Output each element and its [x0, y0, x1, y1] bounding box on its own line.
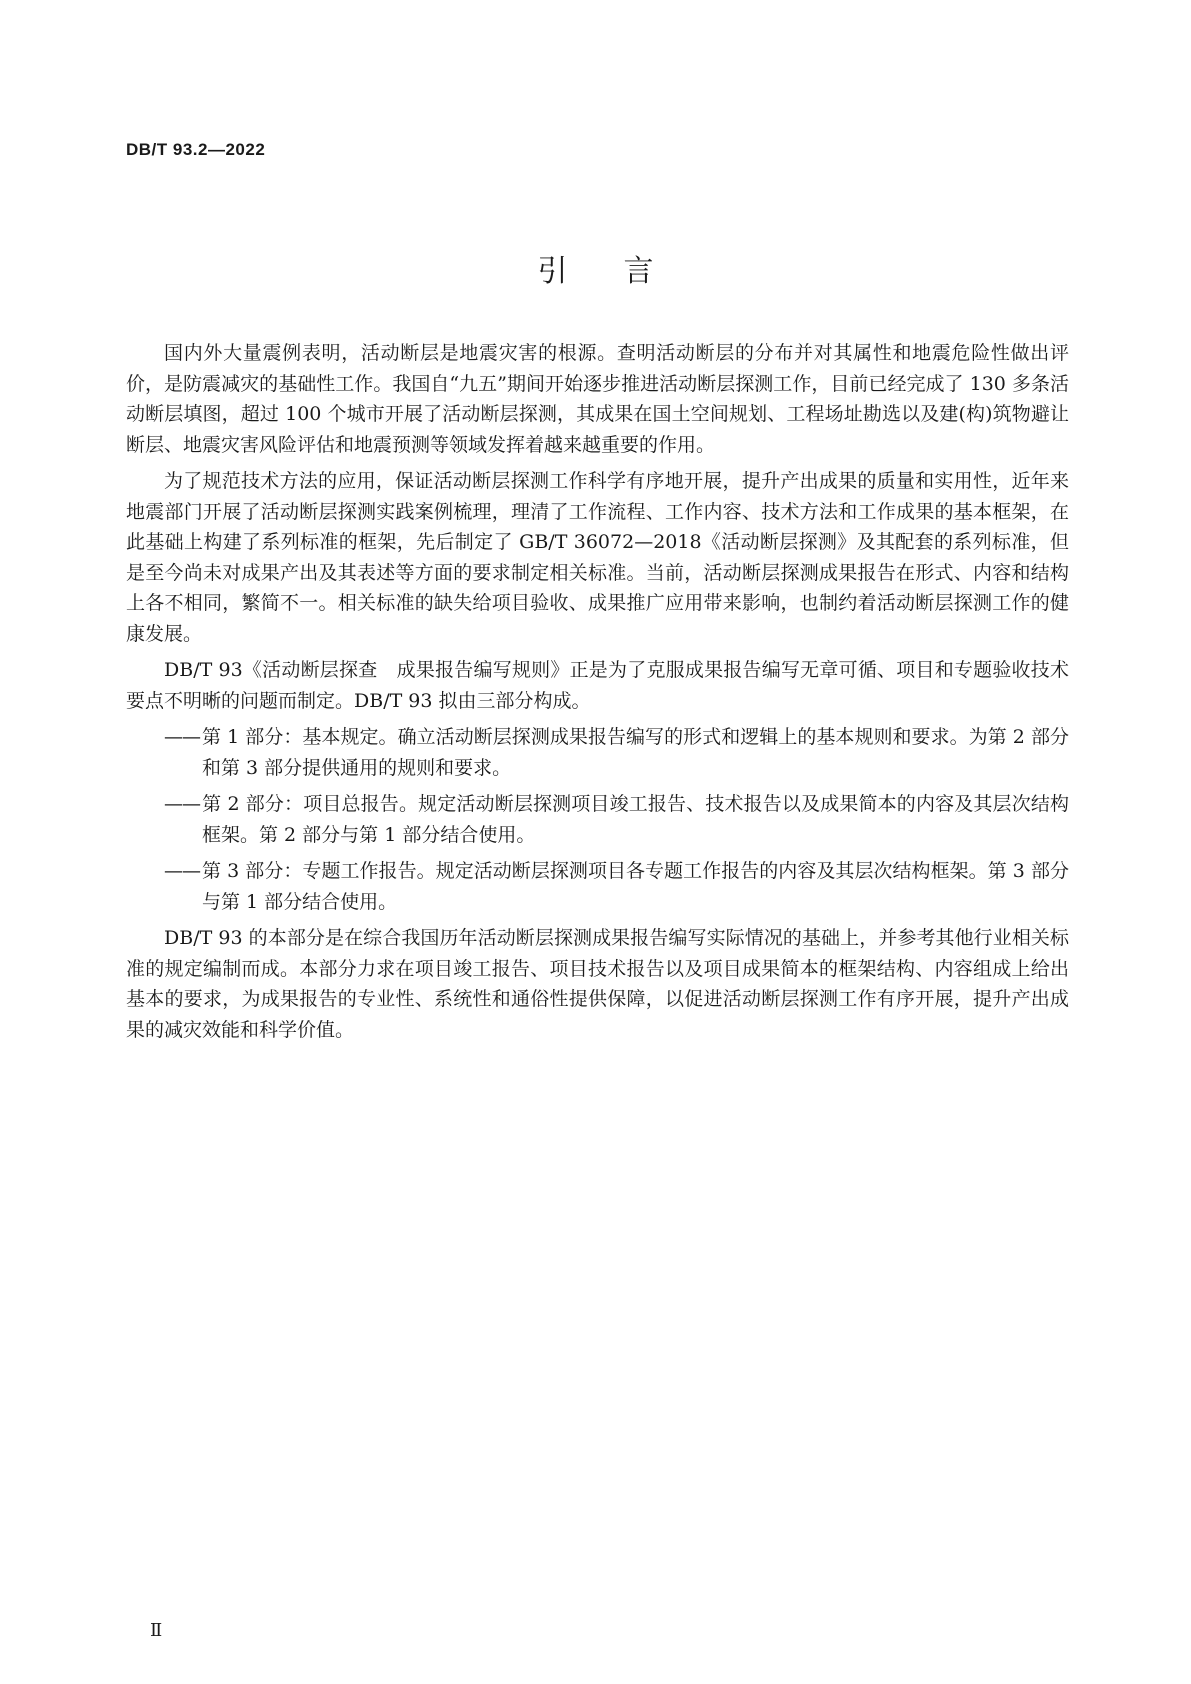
dash-marker: ——: [164, 860, 200, 882]
part-list-item-2: [126, 789, 1069, 850]
page-number: Ⅱ: [150, 1620, 163, 1641]
part-list-item-1: [126, 722, 1069, 783]
part-list-item-3: [126, 856, 1069, 917]
page-title: 引言: [537, 254, 710, 289]
part-2-text: 第 2 部分：项目总报告。规定活动断层探测项目竣工报告、技术报告以及成果简本的内容及其层次结构框架。第 2 部分与第 1 部分结合使用。: [202, 793, 1069, 846]
dash-marker: ——: [164, 793, 200, 815]
introduction-body: [126, 338, 1069, 1051]
paragraph-1: 国内外大量震例表明，活动断层是地震灾害的根源。查明活动断层的分布并对其属性和地震危险性做出评价，是防震减灾的基础性工作。我国自“九五”期间开始逐步推进活动断层探测工作，目前已经完成了 130 多条活动断层填图，超过 100 个城市开展了活动断层探测，其成果在国土空间规划、工程场址勘选以及建(构)筑物避让断层、地震灾害风险评估和地震预测等领域发挥着越来越重要的作用。: [126, 342, 1069, 456]
part-1-text: 第 1 部分：基本规定。确立活动断层探测成果报告编写的形式和逻辑上的基本规则和要求。为第 2 部分和第 3 部分提供通用的规则和要求。: [202, 726, 1069, 779]
paragraph-3: DB/T 93《活动断层探查 成果报告编写规则》正是为了克服成果报告编写无章可循、项目和专题验收技术要点不明晰的问题而制定。DB/T 93 拟由三部分构成。: [126, 659, 1069, 712]
closing-paragraph: DB/T 93 的本部分是在综合我国历年活动断层探测成果报告编写实际情况的基础上，并参考其他行业相关标准的规定编制而成。本部分力求在项目竣工报告、项目技术报告以及项目成果简本的框架结构、内容组成上给出基本的要求，为成果报告的专业性、系统性和通俗性提供保障，以促进活动断层探测工作有序开展，提升产出成果的减灾效能和科学价值。: [126, 927, 1069, 1041]
dash-marker: ——: [164, 726, 200, 748]
standard-code: DB/T 93.2—2022: [126, 140, 266, 159]
paragraph-2: 为了规范技术方法的应用，保证活动断层探测工作科学有序地开展，提升产出成果的质量和实用性，近年来地震部门开展了活动断层探测实践案例梳理，理清了工作流程、工作内容、技术方法和工作成果的基本框架，在此基础上构建了系列标准的框架，先后制定了 GB/T 36072—2018《活动断层探测》及其配套的系列标准，但是至今尚未对成果产出及其表述等方面的要求制定相关标准。当前，活动断层探测成果报告在形式、内容和结构上各不相同，繁简不一。相关标准的缺失给项目验收、成果推广应用带来影响，也制约着活动断层探测工作的健康发展。: [126, 470, 1069, 645]
part-3-text: 第 3 部分：专题工作报告。规定活动断层探测项目各专题工作报告的内容及其层次结构框架。第 3 部分与第 1 部分结合使用。: [202, 860, 1069, 913]
